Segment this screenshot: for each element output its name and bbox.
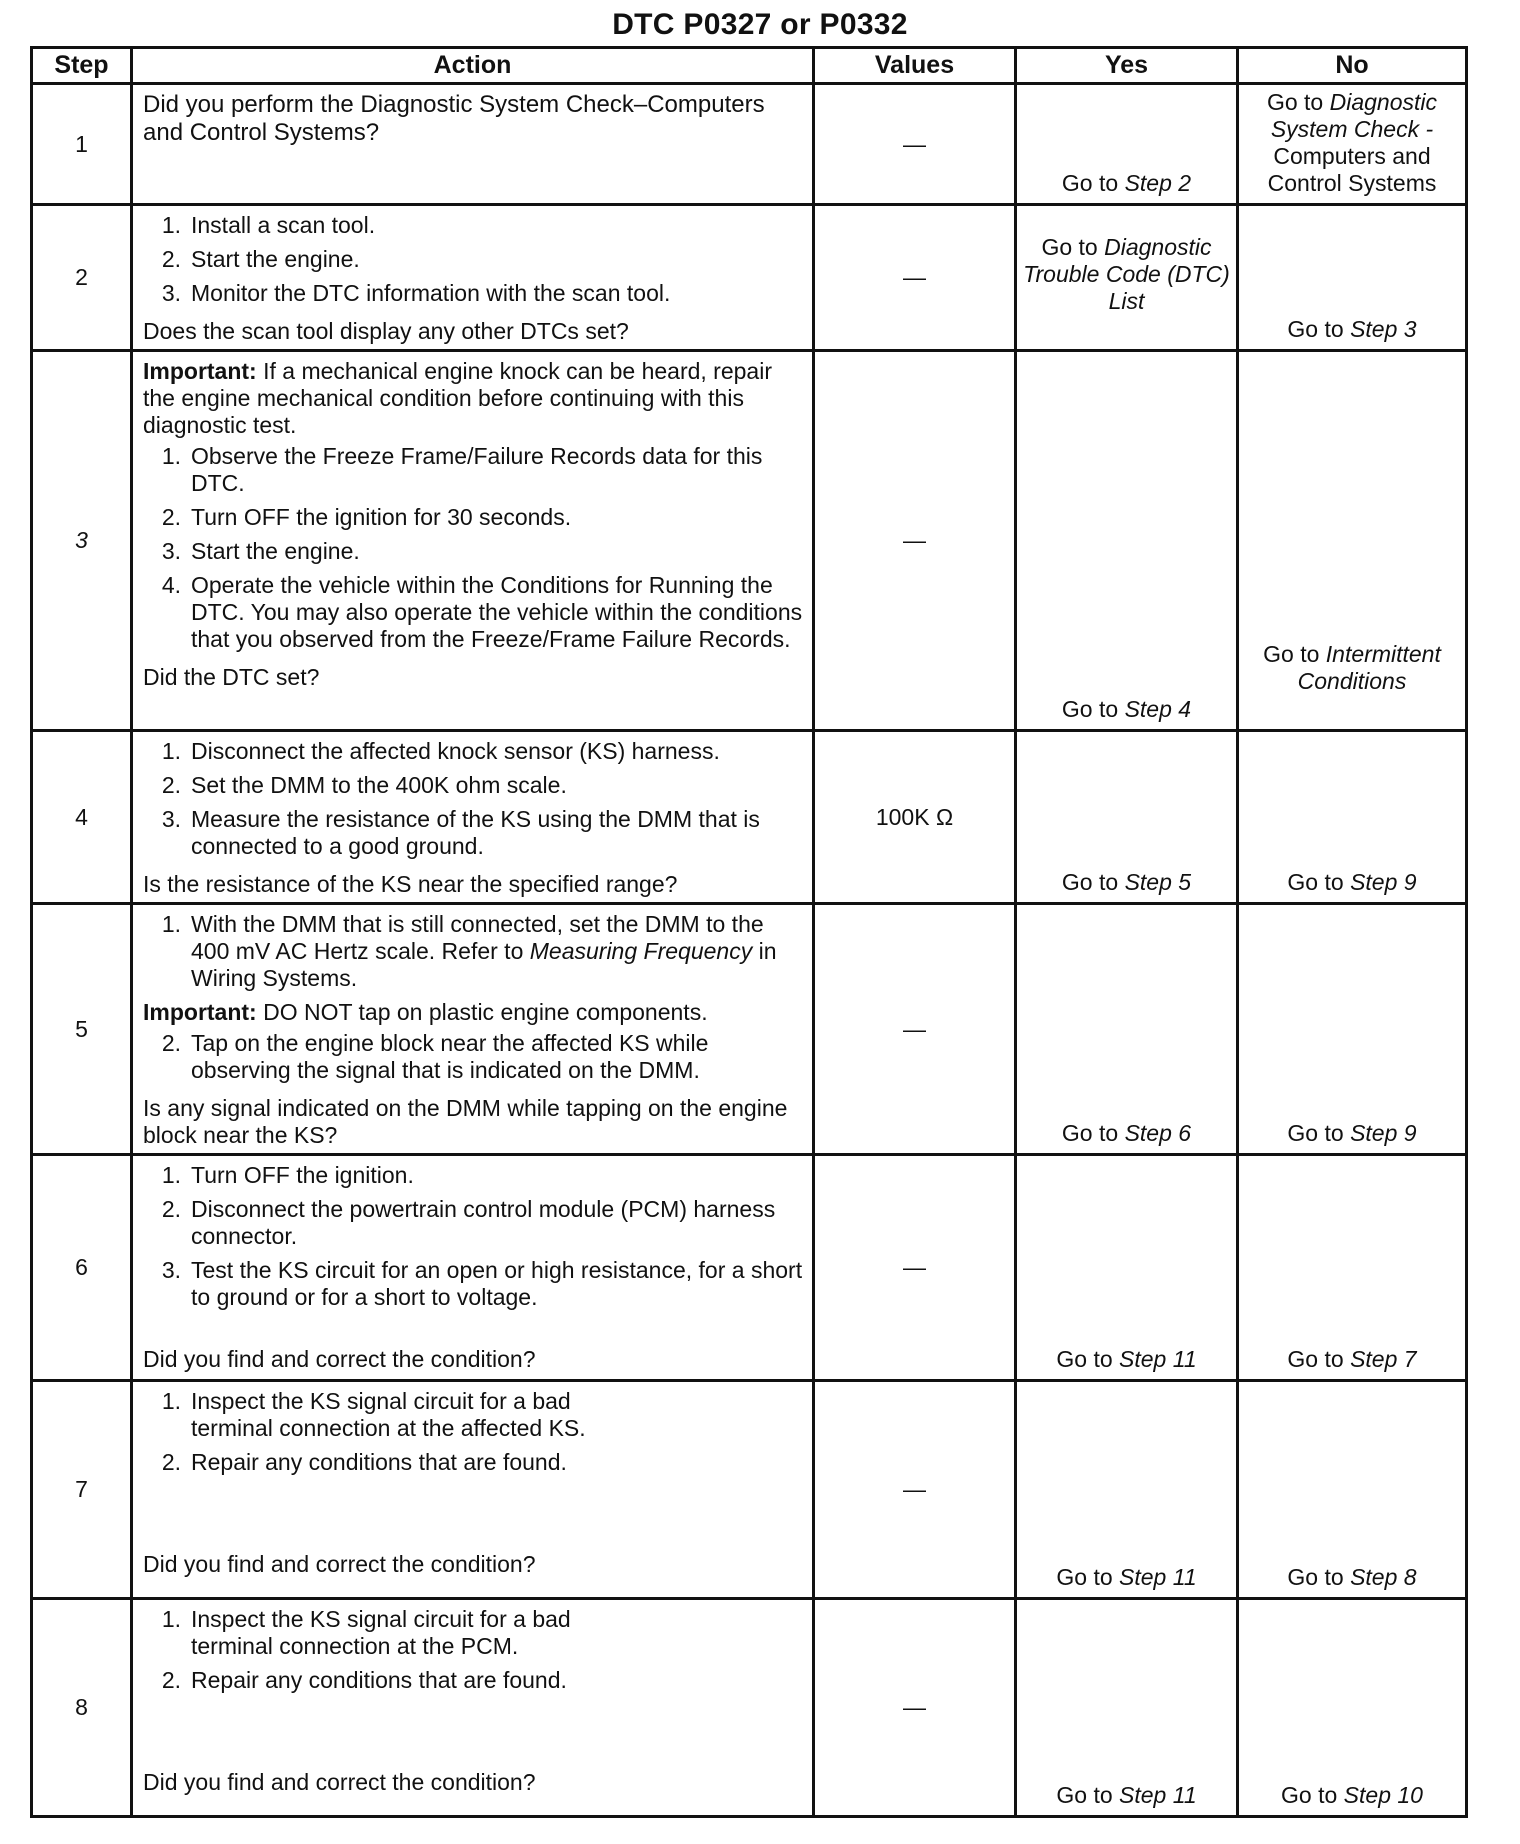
header-no: No <box>1238 48 1467 84</box>
no-cell: Go to Intermittent Conditions <box>1238 351 1467 731</box>
values-cell: — <box>814 1599 1016 1817</box>
action-question: Does the scan tool display any other DTCs set? <box>143 318 629 344</box>
yes-cell: Go to Step 11 <box>1016 1381 1238 1599</box>
table-row <box>32 904 1467 1155</box>
step-number: 1 <box>32 84 132 205</box>
yes-cell: Go to Step 2 <box>1016 84 1238 205</box>
header-values: Values <box>814 48 1016 84</box>
values-cell: 100K Ω <box>814 731 1016 904</box>
list-item: 2. Disconnect the powertrain control module (PCM) harness connector. <box>161 1196 776 1249</box>
header-step: Step <box>32 48 132 84</box>
action-cell <box>132 1599 814 1817</box>
diagnostic-table <box>30 46 1468 1818</box>
list-item: 1. Turn OFF the ignition. <box>161 1162 414 1188</box>
header-yes: Yes <box>1016 48 1238 84</box>
action-question: Did the DTC set? <box>143 664 320 690</box>
list-item: 1. Install a scan tool. <box>161 212 376 238</box>
step-number: 6 <box>32 1155 132 1381</box>
values-cell: — <box>814 205 1016 351</box>
table-row <box>32 731 1467 904</box>
list-item: 3. Measure the resistance of the KS using the DMM that is connected to a good ground. <box>161 806 760 859</box>
action-cell <box>132 1155 814 1381</box>
table-row <box>32 1381 1467 1599</box>
no-cell: Go to Step 9 <box>1238 904 1467 1155</box>
yes-cell: Go to Step 6 <box>1016 904 1238 1155</box>
list-item: 2. Repair any conditions that are found. <box>161 1667 567 1693</box>
no-cell: Go to Step 10 <box>1238 1599 1467 1817</box>
step-number: 8 <box>32 1599 132 1817</box>
yes-cell: Go to Step 5 <box>1016 731 1238 904</box>
list-item: 1. Inspect the KS signal circuit for a bad terminal connection at the affected KS. <box>161 1388 586 1441</box>
action-cell <box>132 1381 814 1599</box>
important-note: Important: If a mechanical engine knock can be heard, repair the engine mechanical condition before continuing with this diagnostic test. <box>143 358 772 438</box>
list-item: 2. Set the DMM to the 400K ohm scale. <box>161 772 567 798</box>
no-cell: Go to Step 8 <box>1238 1381 1467 1599</box>
yes-cell: Go to Step 11 <box>1016 1155 1238 1381</box>
action-question: Did you find and correct the condition? <box>143 1346 536 1372</box>
table-row <box>32 84 1467 205</box>
no-cell: Go to Step 7 <box>1238 1155 1467 1381</box>
list-item: 4. Operate the vehicle within the Conditions for Running the DTC. You may also operate the vehicle within the conditions that you observed from the Freeze/Frame Failure Records. <box>161 572 803 652</box>
header-row <box>32 48 1467 84</box>
step-number: 4 <box>32 731 132 904</box>
list-item: 2. Repair any conditions that are found. <box>161 1449 567 1475</box>
list-item: 3. Monitor the DTC information with the scan tool. <box>161 280 671 306</box>
document-title: DTC P0327 or P0332 <box>612 8 908 41</box>
step-number: 5 <box>32 904 132 1155</box>
list-item: 1. With the DMM that is still connected, set the DMM to the 400 mV AC Hertz scale. Refer to Measuring Frequency in Wiring Systems. <box>161 911 777 991</box>
list-item: 2. Tap on the engine block near the affected KS while observing the signal that is indicated on the DMM. <box>161 1030 709 1083</box>
step-number: 7 <box>32 1381 132 1599</box>
action-cell <box>132 84 814 205</box>
action-question: Is any signal indicated on the DMM while tapping on the engine block near the KS? <box>143 1095 788 1148</box>
action-cell <box>132 731 814 904</box>
table-row <box>32 205 1467 351</box>
action-cell <box>132 205 814 351</box>
table-row <box>32 351 1467 731</box>
yes-cell: Go to Step 4 <box>1016 351 1238 731</box>
action-question: Did you perform the Diagnostic System Check–Computers and Control Systems? <box>143 91 765 146</box>
action-question: Did you find and correct the condition? <box>143 1551 536 1577</box>
yes-cell: Go to Step 11 <box>1016 1599 1238 1817</box>
values-cell: — <box>814 351 1016 731</box>
action-question: Is the resistance of the KS near the specified range? <box>143 871 678 897</box>
no-cell: Go to Step 9 <box>1238 731 1467 904</box>
values-cell: — <box>814 1381 1016 1599</box>
list-item: 1. Disconnect the affected knock sensor (KS) harness. <box>161 738 720 764</box>
list-item: 2. Turn OFF the ignition for 30 seconds. <box>161 504 572 530</box>
list-item: 3. Test the KS circuit for an open or high resistance, for a short to ground or for a short to voltage. <box>161 1257 803 1310</box>
step-number: 3 <box>32 351 132 731</box>
action-question: Did you find and correct the condition? <box>143 1769 536 1795</box>
list-item: 3. Start the engine. <box>161 538 360 564</box>
list-item: 2. Start the engine. <box>161 246 360 272</box>
header-action: Action <box>132 48 814 84</box>
no-cell: Go to Diagnostic System Check - Computers and Control Systems <box>1238 84 1467 205</box>
values-cell: — <box>814 904 1016 1155</box>
step-number: 2 <box>32 205 132 351</box>
yes-cell: Go to Diagnostic Trouble Code (DTC) List <box>1016 205 1238 351</box>
action-cell <box>132 904 814 1155</box>
values-cell: — <box>814 1155 1016 1381</box>
table-row <box>32 1599 1467 1817</box>
values-cell: — <box>814 84 1016 205</box>
no-cell: Go to Step 3 <box>1238 205 1467 351</box>
list-item: 1. Inspect the KS signal circuit for a bad terminal connection at the PCM. <box>161 1606 571 1659</box>
action-cell <box>132 351 814 731</box>
list-item: 1. Observe the Freeze Frame/Failure Records data for this DTC. <box>161 443 763 496</box>
table-row <box>32 1155 1467 1381</box>
important-note: Important: DO NOT tap on plastic engine components. <box>143 999 708 1025</box>
